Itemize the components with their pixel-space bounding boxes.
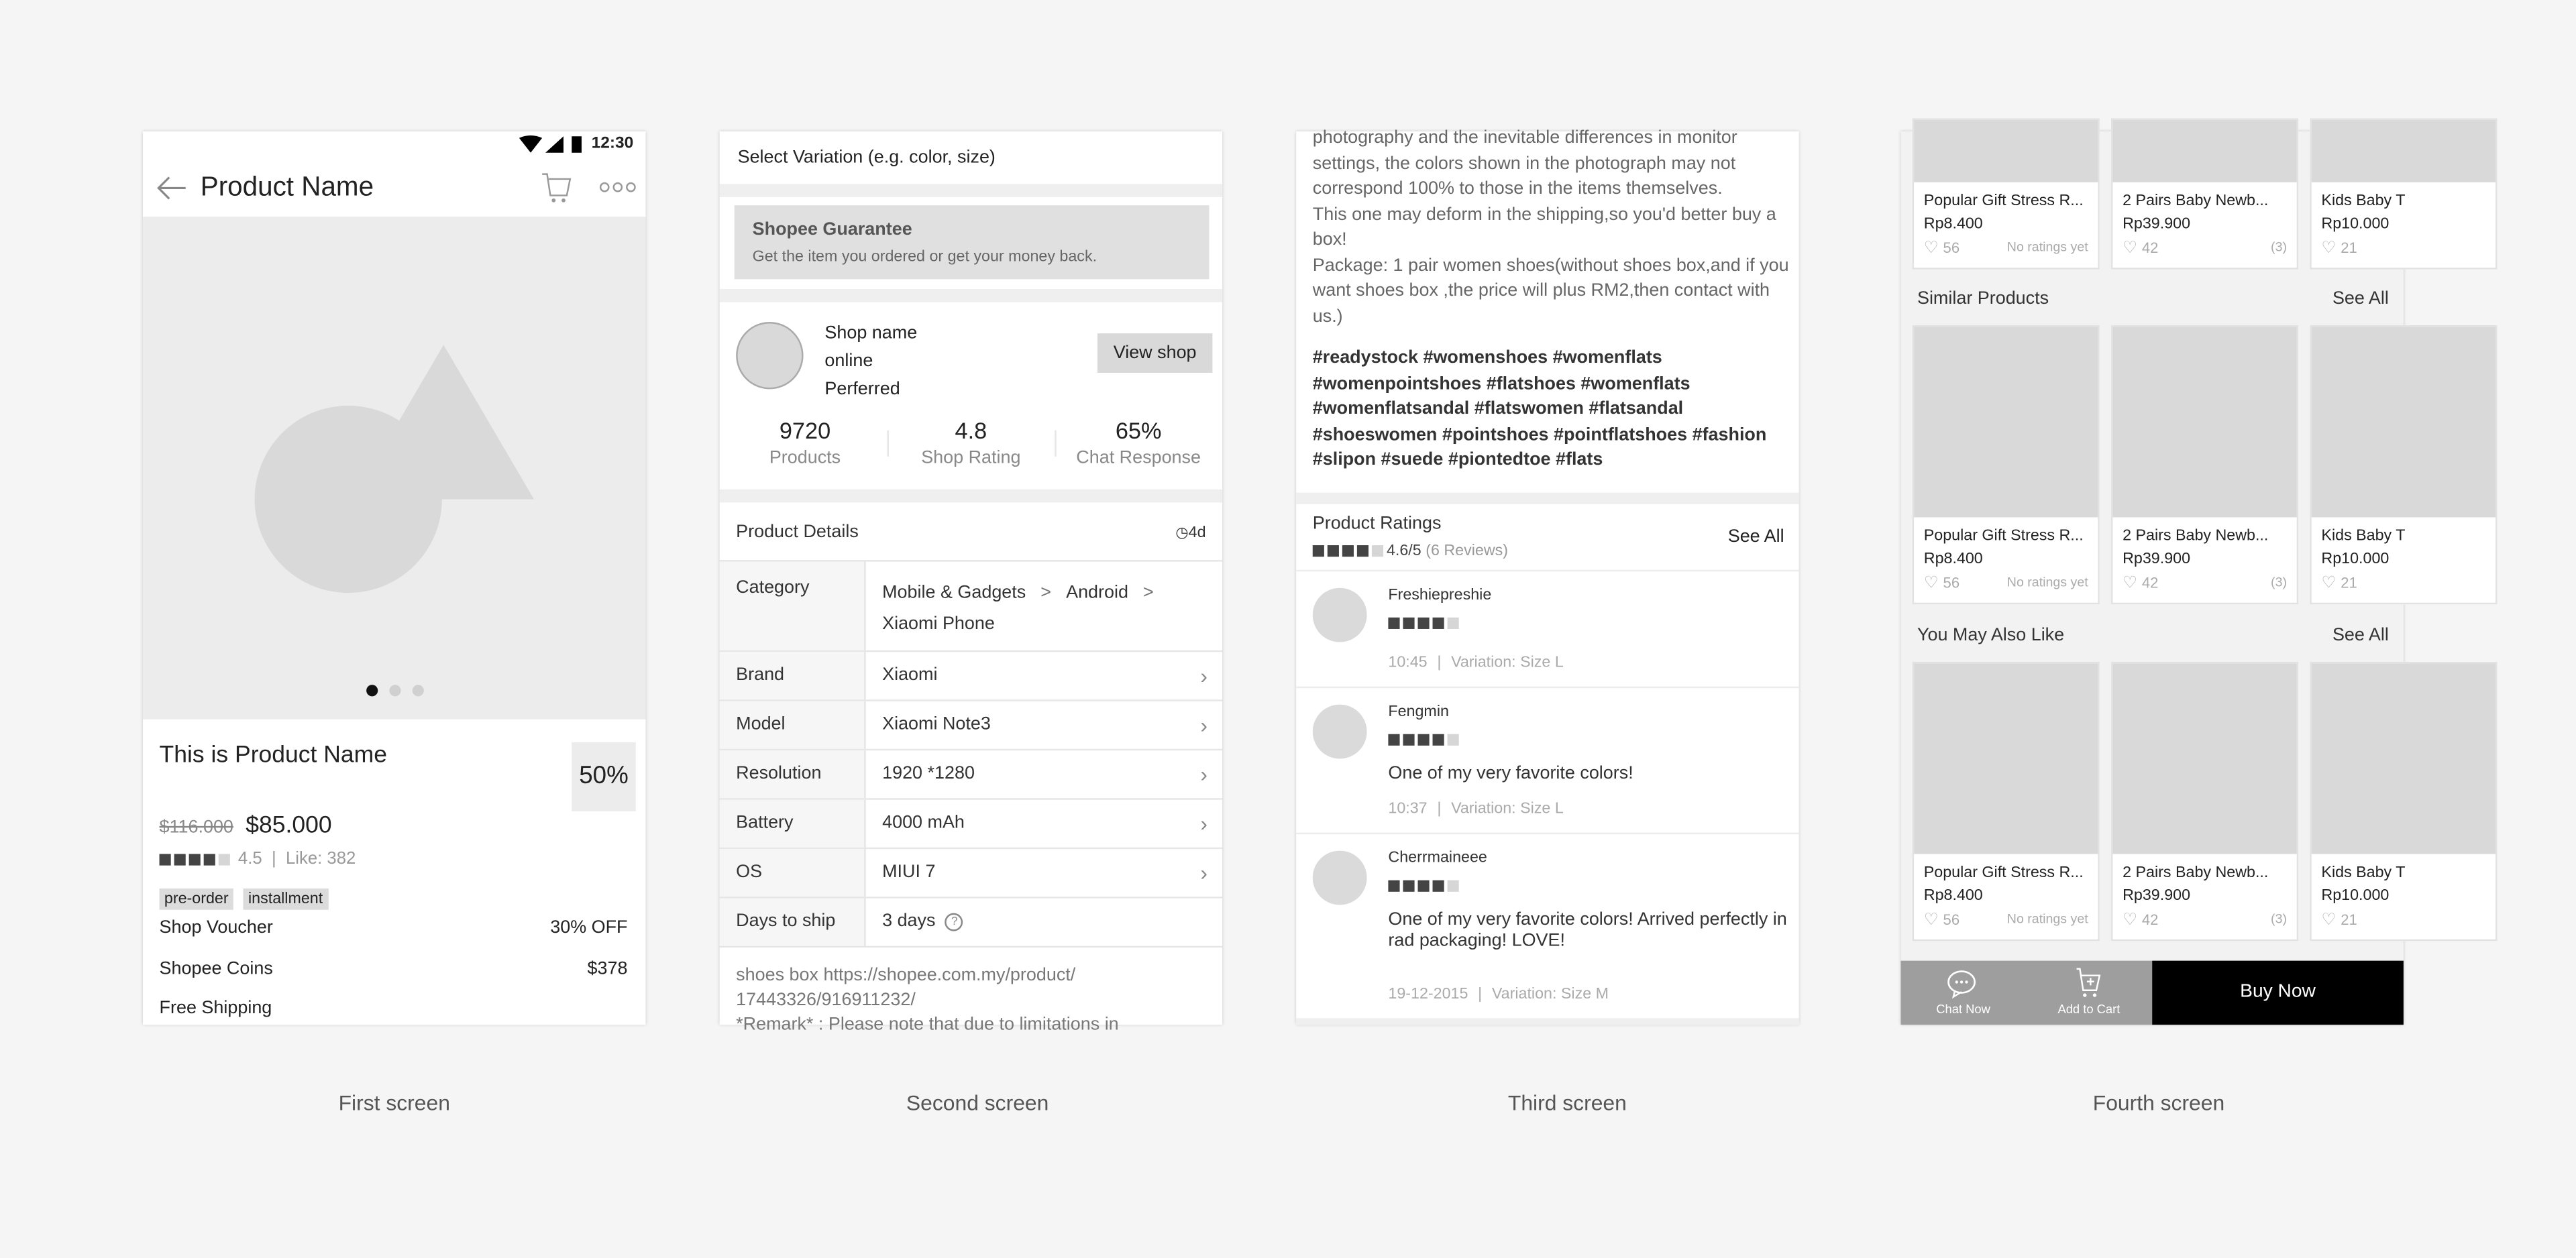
buy-now-button[interactable]: Buy Now — [2152, 961, 2404, 1025]
product-name: Kids Baby T — [2321, 864, 2406, 882]
spec-label: Days to ship — [720, 899, 866, 946]
product-image — [1914, 327, 2098, 517]
spec-row-battery[interactable] — [720, 798, 1222, 847]
breadcrumb-item[interactable]: Xiaomi Phone — [882, 614, 995, 634]
like-count — [1924, 575, 1960, 593]
ratings-summary — [1313, 542, 1508, 560]
review-time: 19-12-2015 — [1388, 985, 1468, 1004]
similar-products-header — [1917, 289, 2389, 308]
shopee-coins-row[interactable] — [160, 959, 628, 978]
spec-label: Battery — [720, 800, 866, 848]
review-item — [1296, 570, 1799, 688]
first-screen — [143, 131, 645, 1025]
separator: | — [1437, 799, 1442, 818]
star-filled-icon — [1433, 618, 1444, 629]
ratings-text: No ratings yet — [2006, 575, 2088, 590]
product-image — [2112, 663, 2296, 854]
review-time: 10:45 — [1388, 653, 1428, 672]
spec-value-cell — [866, 849, 1222, 897]
review-stars — [1388, 610, 1462, 639]
divider — [1296, 1018, 1799, 1025]
cart-icon[interactable] — [541, 171, 574, 204]
star-filled-icon — [1417, 880, 1429, 892]
chevron-right-icon: › — [1200, 663, 1208, 689]
review-variation: Variation: Size L — [1451, 799, 1564, 818]
chevron-right-icon: › — [1200, 712, 1208, 738]
product-price: Rp10.000 — [2321, 887, 2390, 905]
product-footer — [2112, 240, 2296, 258]
ratings-score: 4.6/5 — [1386, 542, 1421, 561]
ratings-text: No ratings yet — [2006, 911, 2088, 927]
like-count — [1924, 240, 1960, 258]
heart-icon[interactable]: ♡ — [2321, 911, 2341, 930]
product-price: Rp39.900 — [2123, 887, 2191, 905]
product-card[interactable] — [2111, 662, 2298, 941]
also-like-header — [1917, 626, 2389, 645]
review-meta — [1388, 800, 1563, 818]
review-variation: Variation: Size M — [1491, 985, 1609, 1004]
see-all-similar-link[interactable]: See All — [2332, 289, 2389, 309]
specs-table — [720, 560, 1222, 948]
ratings-text: (3) — [2271, 239, 2288, 255]
spec-value: 4000 mAh — [882, 813, 965, 833]
second-screen — [720, 131, 1222, 1035]
review-meta — [1388, 654, 1563, 672]
spec-value: Xiaomi — [882, 665, 938, 685]
guarantee-title: Shopee Guarantee — [752, 220, 912, 240]
review-item — [1296, 687, 1799, 834]
likes-value: 42 — [2141, 911, 2159, 928]
product-footer — [2312, 575, 2496, 593]
chat-icon — [1947, 969, 1980, 998]
product-image — [1914, 663, 2098, 854]
reviewer-avatar — [1313, 851, 1367, 905]
chevron-right-icon: › — [1200, 762, 1208, 787]
product-image — [2312, 663, 2496, 854]
ratings-title: Product Ratings — [1312, 514, 1442, 534]
star-filled-icon — [1357, 545, 1368, 557]
like-count — [2321, 575, 2357, 593]
likes-value: 56 — [1943, 239, 1960, 257]
spec-row-category[interactable] — [720, 560, 1222, 650]
image-placeholder-icon — [143, 217, 645, 719]
product-card[interactable] — [2310, 325, 2497, 604]
add-to-cart-button[interactable] — [2026, 961, 2153, 1025]
star-filled-icon — [1433, 734, 1444, 746]
star-empty-icon — [1372, 545, 1383, 557]
star-filled-icon — [1328, 545, 1339, 557]
app-header — [143, 160, 645, 217]
product-footer — [2312, 240, 2496, 258]
like-count — [2123, 911, 2158, 929]
like-count — [2123, 575, 2158, 593]
star-filled-icon — [1313, 545, 1324, 557]
product-card[interactable] — [2310, 662, 2497, 941]
star-filled-icon — [1342, 545, 1354, 557]
product-image — [2312, 327, 2496, 517]
star-filled-icon — [1403, 734, 1414, 746]
heart-icon[interactable]: ♡ — [1923, 911, 1943, 930]
product-name: Kids Baby T — [2321, 527, 2406, 546]
reviewer-avatar — [1313, 588, 1367, 642]
product-name: Popular Gift Stress R... — [1923, 527, 2084, 546]
stat-products — [723, 417, 888, 468]
divider — [1296, 493, 1799, 504]
spec-value: MIUI 7 — [882, 862, 936, 882]
stat-label: Chat Response — [1076, 448, 1201, 468]
product-image — [2312, 120, 2496, 182]
review-comment: One of my very favorite colors! — [1388, 763, 1633, 784]
divider — [720, 289, 1222, 302]
product-footer — [2112, 575, 2296, 593]
details-age-value: 4d — [1188, 524, 1206, 542]
product-description: photography and the inevitable differences in monitor settings, the colors shown in the photograph may not correspond 100% to those in the items themselves. This one may deform in the shipping,so you'd better buy a box! Package: 1 pair women shoes(without shoes box,and if you want shoes box ,the price will plus RM2,then contact with us.) — [1312, 128, 1789, 327]
spec-row-brand[interactable] — [720, 650, 1222, 699]
spec-row-resolution[interactable] — [720, 749, 1222, 798]
heart-icon[interactable]: ♡ — [1923, 239, 1943, 258]
product-price: Rp8.400 — [1923, 215, 1983, 233]
spec-label: Category — [720, 562, 866, 650]
tag-pre-order: pre-order — [160, 889, 233, 910]
ratings-text: No ratings yet — [2006, 239, 2088, 255]
product-name: Popular Gift Stress R... — [1923, 864, 2084, 882]
like-count — [2321, 911, 2357, 929]
row-value: 30% OFF — [550, 917, 628, 938]
product-image — [2112, 327, 2296, 517]
product-footer — [1914, 240, 2098, 258]
likes-value: 42 — [2141, 575, 2159, 591]
rating-stars — [160, 849, 233, 868]
tag-list — [160, 882, 338, 911]
product-price: Rp10.000 — [2321, 550, 2390, 569]
heart-icon[interactable]: ♡ — [2123, 575, 2142, 593]
star-filled-icon — [1417, 734, 1429, 746]
chat-now-label: Chat Now — [1936, 1001, 1990, 1017]
ratings-count: (6 Reviews) — [1426, 542, 1509, 561]
review-meta — [1388, 985, 1609, 1003]
caption-fourth-screen: Fourth screen — [2092, 1090, 2225, 1115]
product-price: Rp8.400 — [1923, 887, 1983, 905]
star-filled-icon — [1433, 880, 1444, 892]
product-name: Popular Gift Stress R... — [1923, 192, 2084, 211]
product-name: 2 Pairs Baby Newb... — [2123, 864, 2269, 882]
chat-now-button[interactable] — [1900, 961, 2025, 1025]
review-comment: One of my very favorite colors! Arrived perfectly in rad packaging! LOVE! — [1388, 909, 1787, 951]
star-filled-icon — [160, 854, 171, 865]
product-price: Rp10.000 — [2321, 215, 2390, 233]
spec-value: 3 days — [882, 911, 936, 931]
spec-label: Resolution — [720, 750, 866, 798]
carousel-dot-active[interactable] — [366, 685, 378, 696]
chevron-right-icon: › — [1200, 811, 1208, 836]
caption-third-screen: Third screen — [1507, 1090, 1627, 1115]
separator: | — [1437, 653, 1442, 672]
rating-stars — [1313, 542, 1387, 560]
likes-value: 56 — [1943, 911, 1960, 928]
add-to-cart-icon — [2072, 967, 2105, 998]
add-to-cart-label: Add to Cart — [2057, 1001, 2121, 1017]
heart-icon[interactable]: ♡ — [2321, 575, 2341, 593]
section-title: You May Also Like — [1917, 626, 2065, 646]
reviewer-name: Freshiepreshie — [1388, 586, 1492, 605]
stat-shop-rating — [889, 417, 1053, 468]
stat-label: Products — [769, 448, 841, 468]
chevron-right-icon: > — [1143, 583, 1154, 603]
like-count — [2123, 240, 2158, 258]
status-time: 12:30 — [591, 134, 634, 153]
row-label: Free Shipping — [159, 998, 272, 1019]
product-card[interactable] — [2111, 118, 2298, 269]
star-filled-icon — [189, 854, 201, 865]
see-all-ratings-link[interactable]: See All — [1727, 527, 1784, 547]
heart-icon[interactable]: ♡ — [1923, 575, 1943, 593]
product-footer — [1914, 911, 2098, 929]
divider — [720, 184, 1222, 197]
caption-first-screen: First screen — [338, 1090, 450, 1115]
product-description: shoes box https://shopee.com.my/product/ 17443326/916911232/ *Remark* : Please note that due to limitations in — [736, 966, 1119, 1035]
likes-value: 56 — [1943, 575, 1960, 591]
status-bar — [143, 131, 645, 160]
review-stars — [1388, 726, 1462, 755]
star-filled-icon — [1388, 618, 1399, 629]
breadcrumb-item[interactable]: Mobile & Gadgets — [882, 583, 1026, 603]
heart-icon[interactable]: ♡ — [2123, 911, 2142, 930]
product-image — [1914, 120, 2098, 182]
caption-second-screen: Second screen — [906, 1090, 1049, 1115]
wifi-icon — [519, 136, 542, 154]
likes-value: 21 — [2341, 575, 2357, 591]
likes-value: 42 — [2141, 239, 2159, 257]
reviewer-name: Cherrmaineee — [1388, 849, 1487, 868]
price-row — [160, 811, 332, 841]
star-empty-icon — [1448, 880, 1459, 892]
product-image-carousel[interactable] — [143, 217, 645, 719]
star-empty-icon — [219, 854, 230, 865]
spec-label: Model — [720, 701, 866, 749]
likes-value: 21 — [2341, 911, 2357, 928]
discount-badge: 50% — [572, 742, 636, 811]
product-name: 2 Pairs Baby Newb... — [2123, 527, 2269, 546]
product-footer — [2112, 911, 2296, 929]
product-card[interactable] — [2310, 118, 2497, 269]
product-card[interactable] — [1913, 325, 2100, 604]
star-filled-icon — [1417, 618, 1429, 629]
likes-value: 21 — [2341, 239, 2357, 257]
separator: | — [1478, 985, 1483, 1004]
third-screen — [1296, 128, 1799, 1025]
bottom-action-bar — [1900, 961, 2152, 1025]
ratings-text: (3) — [2271, 911, 2288, 927]
product-price: Rp39.900 — [2123, 215, 2191, 233]
heart-icon[interactable]: ♡ — [2123, 239, 2142, 258]
stat-value: 65% — [1115, 417, 1162, 444]
star-filled-icon — [1388, 880, 1399, 892]
ratings-text: (3) — [2271, 575, 2288, 590]
star-filled-icon — [174, 854, 186, 865]
product-name: Kids Baby T — [2321, 192, 2406, 211]
free-shipping-row[interactable] — [160, 998, 628, 1018]
spec-row-days-to-ship — [720, 897, 1222, 948]
carousel-dot[interactable] — [389, 685, 400, 696]
star-filled-icon — [1403, 618, 1414, 629]
page-title: Product Name — [200, 172, 374, 203]
spec-value-cell — [866, 652, 1222, 699]
star-empty-icon — [1448, 618, 1459, 629]
stat-chat-response — [1057, 417, 1221, 468]
spec-row-model[interactable] — [720, 699, 1222, 748]
battery-icon — [572, 136, 582, 152]
help-icon[interactable]: ? — [945, 913, 963, 931]
carousel-dot[interactable] — [413, 685, 424, 696]
review-item — [1296, 833, 1799, 1020]
reviewer-avatar — [1313, 705, 1367, 759]
see-all-also-like-link[interactable]: See All — [2332, 626, 2389, 646]
breadcrumb-item[interactable]: Android — [1066, 583, 1128, 603]
like-count: Like: 382 — [285, 849, 356, 869]
current-price: $85.000 — [246, 813, 332, 840]
rating-row: 4.5 | Like: 382 — [160, 849, 356, 868]
shop-badge: Perferred — [824, 379, 900, 400]
more-options-icon[interactable] — [600, 180, 636, 194]
spec-value: 1920 *1280 — [882, 763, 975, 784]
old-price: $116.000 — [159, 817, 233, 838]
spec-row-os[interactable] — [720, 848, 1222, 897]
product-card[interactable] — [1913, 118, 2100, 269]
chevron-right-icon: › — [1200, 860, 1208, 886]
star-filled-icon — [1403, 880, 1414, 892]
clock-icon: ◷ — [1175, 524, 1189, 540]
shop-voucher-row[interactable] — [160, 918, 628, 937]
fourth-screen — [1900, 131, 2406, 1025]
heart-icon[interactable]: ♡ — [2321, 239, 2341, 258]
like-count — [1924, 911, 1960, 929]
product-details-title: Product Details — [736, 522, 859, 542]
spec-value-cell — [866, 750, 1222, 798]
row-label: Shopee Coins — [159, 959, 273, 979]
spec-label: OS — [720, 849, 866, 897]
row-label: Shop Voucher — [159, 917, 273, 938]
product-image — [2112, 120, 2296, 182]
stat-value: 9720 — [779, 417, 831, 444]
section-title: Similar Products — [1917, 289, 2049, 309]
tag-installment: installment — [244, 889, 328, 910]
reviewer-name: Fengmin — [1388, 703, 1449, 722]
product-name: This is Product Name — [159, 742, 388, 769]
product-card[interactable] — [1913, 662, 2100, 941]
details-age — [1175, 524, 1205, 542]
signal-icon — [545, 136, 564, 152]
product-name: 2 Pairs Baby Newb... — [2123, 192, 2269, 211]
review-stars — [1388, 872, 1462, 901]
shop-name[interactable]: Shop name — [824, 323, 918, 343]
view-shop-button[interactable]: View shop — [1097, 333, 1212, 373]
row-value: $378 — [587, 959, 628, 979]
product-price: Rp39.900 — [2123, 550, 2191, 569]
select-variation-button[interactable]: Select Variation (e.g. color, size) — [737, 148, 996, 168]
star-filled-icon — [204, 854, 215, 865]
shop-info — [824, 321, 917, 404]
review-variation: Variation: Size L — [1451, 653, 1564, 672]
shop-avatar[interactable] — [736, 322, 803, 389]
like-count — [2321, 240, 2357, 258]
back-arrow-icon[interactable] — [156, 176, 188, 201]
spec-value-cell — [866, 701, 1222, 749]
review-time: 10:37 — [1388, 799, 1428, 818]
stat-value: 4.8 — [955, 417, 987, 444]
stat-label: Shop Rating — [921, 448, 1021, 468]
divider — [720, 490, 1222, 503]
guarantee-text: Get the item you ordered or get your money back. — [752, 247, 1097, 266]
hashtags: #readystock #womenshoes #womenflats #womenpointshoes #flatshoes #womenflats #womenflatsandal #flatswomen #flatsandal #shoeswomen #pointshoes #pointflatshoes #fashion #slipon #suede #piontedtoe #flats — [1312, 348, 1767, 470]
rating-value: 4.5 — [237, 849, 262, 869]
product-footer — [1914, 575, 2098, 593]
product-price: Rp8.400 — [1923, 550, 1983, 569]
spec-value: Xiaomi Note3 — [882, 714, 991, 734]
star-empty-icon — [1448, 734, 1459, 746]
spec-label: Brand — [720, 652, 866, 699]
product-card[interactable] — [2111, 325, 2298, 604]
category-path — [866, 562, 1222, 650]
guarantee-box — [735, 205, 1210, 279]
star-filled-icon — [1388, 734, 1399, 746]
chevron-right-icon: > — [1040, 583, 1052, 603]
product-footer — [2312, 911, 2496, 929]
spec-value-cell — [866, 800, 1222, 848]
shop-status: online — [824, 351, 873, 371]
